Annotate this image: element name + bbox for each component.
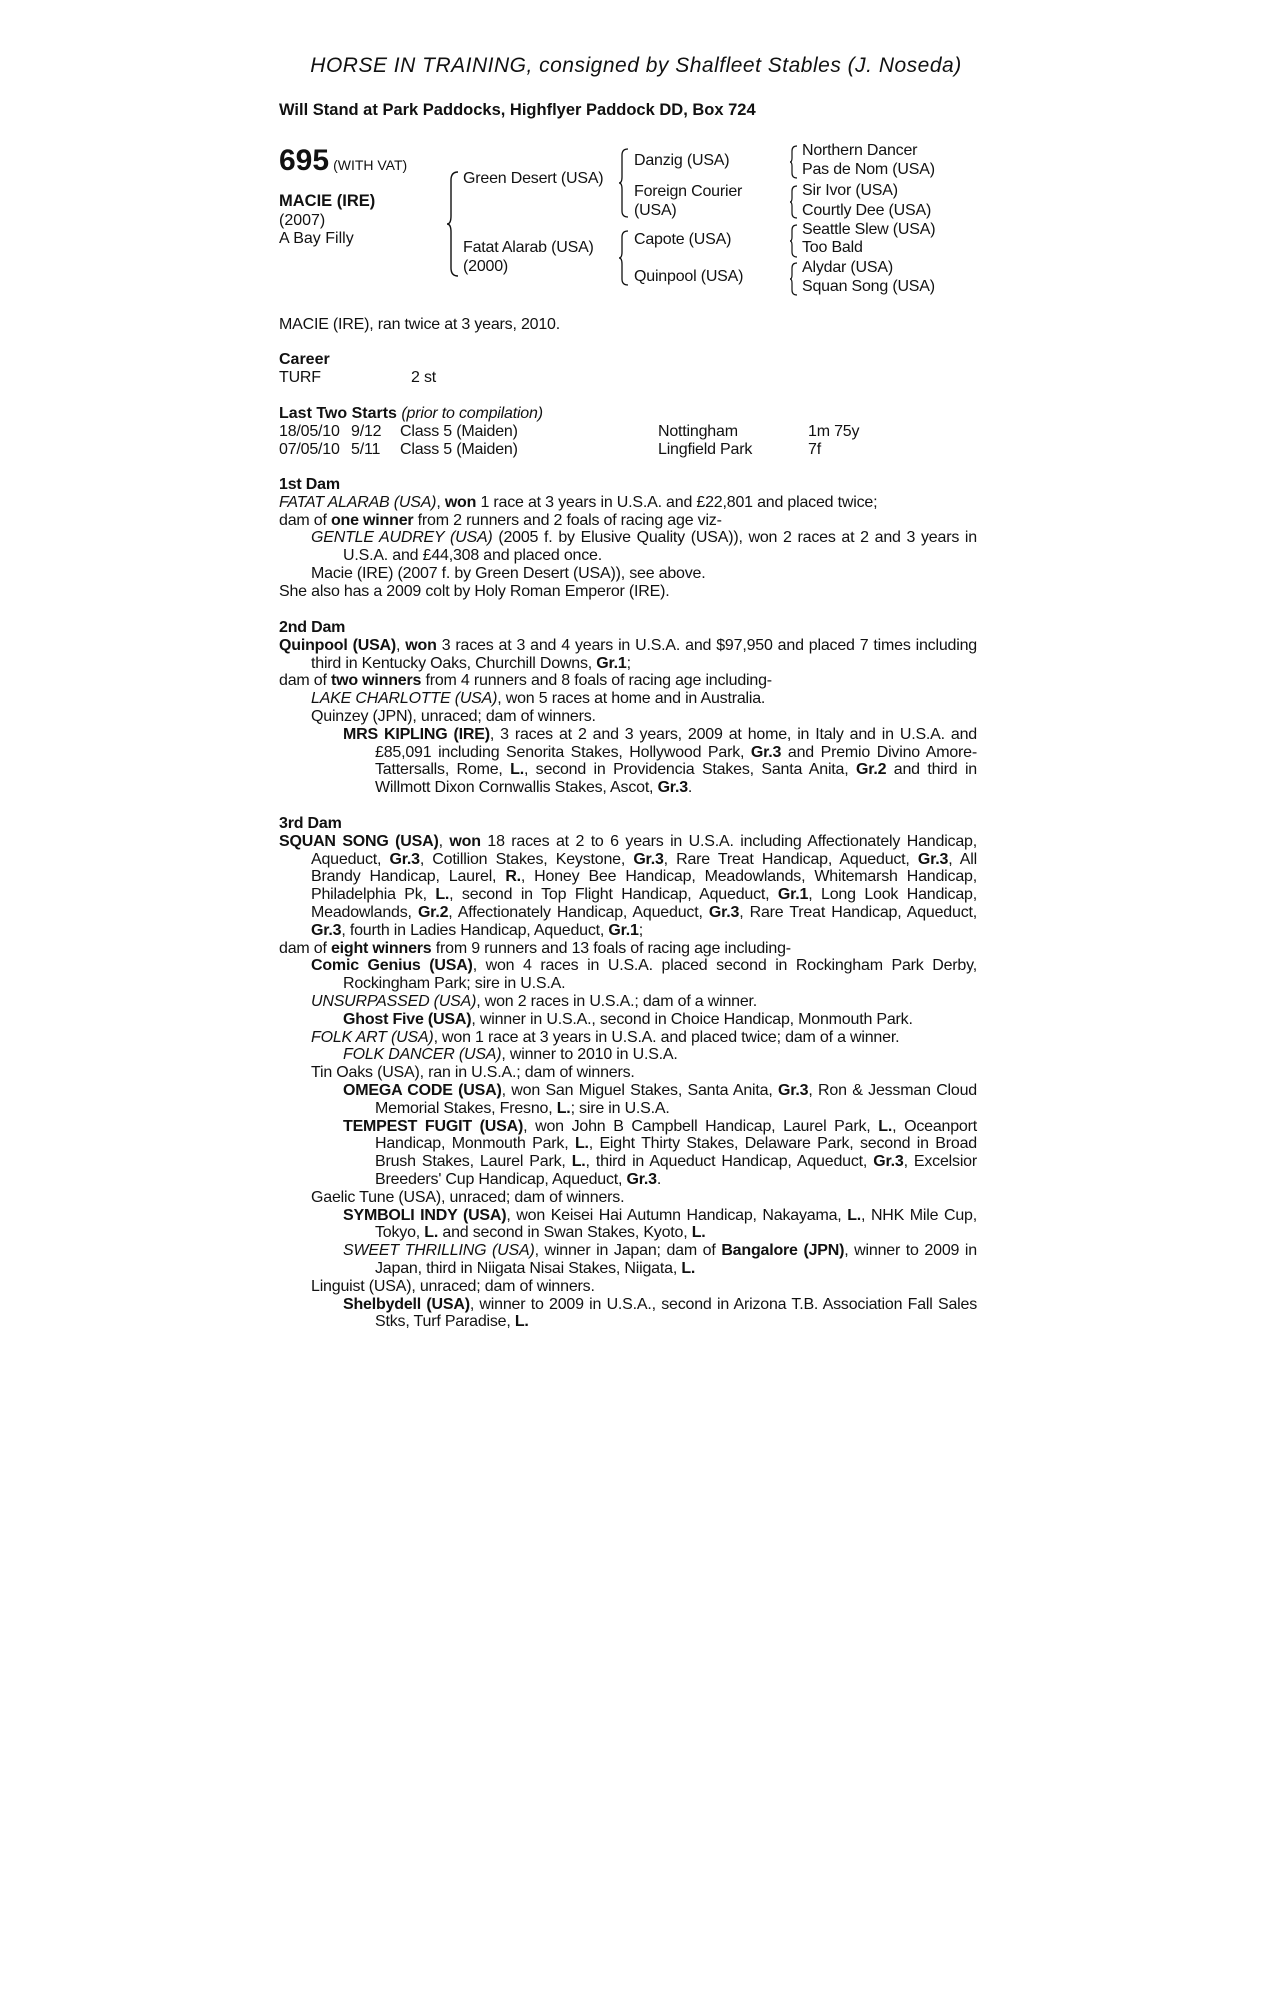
career-surface: TURF [279, 369, 321, 386]
horse-year: (2007) [279, 212, 326, 229]
produce-lake-charlotte: LAKE CHARLOTTE (USA), won 5 races at home and in Australia. [311, 690, 766, 708]
gen3-3: Sir Ivor (USA) [802, 182, 898, 199]
start-2-course: Lingfield Park [658, 441, 753, 458]
gen3-7: Alydar (USA) [802, 259, 893, 276]
dam-year: (2000) [463, 258, 509, 275]
pedigree-brace-g3 [789, 223, 799, 259]
career-record: 2 st [411, 369, 436, 386]
last-starts-title: Last Two Starts [279, 405, 397, 422]
last-starts-heading [279, 405, 543, 423]
first-dam-heading: 1st Dam [279, 476, 340, 493]
produce-ghost-five: Ghost Five (USA), winner in U.S.A., second in Choice Handicap, Monmouth Park. [343, 1010, 913, 1028]
sire-dam-line2: (USA) [634, 202, 677, 219]
lot-header [279, 144, 407, 178]
sire-dam-line1: Foreign Courier [634, 183, 743, 200]
gen3-2: Pas de Nom (USA) [802, 161, 935, 178]
second-dam-section [279, 619, 977, 797]
produce-mrs-kipling: MRS KIPLING (IRE), 3 races at 2 and 3 years, 2009 at home, in Italy and in U.S.A. and £85,091 including Senorita Stakes, Hollywood Park, Gr.3 and Premio Divino Amore-Tattersalls, Rome, L., second in Providencia Stakes, Santa Anita, Gr.2 and third in Willmott Dixon Cornwallis Stakes, Ascot, Gr.3. [343, 725, 977, 797]
third-dam-heading: 3rd Dam [279, 815, 342, 832]
produce-gaelic-tune: Gaelic Tune (USA), unraced; dam of winners. [311, 1188, 625, 1206]
produce-linguist: Linguist (USA), unraced; dam of winners. [311, 1277, 595, 1295]
first-dam-record: FATAT ALARAB (USA), won 1 race at 3 years in U.S.A. and £22,801 and placed twice; [279, 493, 878, 511]
career-heading: Career [279, 351, 330, 368]
race-summary: MACIE (IRE), ran twice at 3 years, 2010. [279, 316, 560, 333]
third-dam-section [279, 815, 977, 1331]
second-dam-produce: dam of two winners from 4 runners and 8 foals of racing age including- [279, 672, 772, 690]
produce-folk-art: FOLK ART (USA), won 1 race at 3 years in U.S.A. and placed twice; dam of a winner. [311, 1028, 900, 1046]
pedigree-brace-main [446, 170, 460, 278]
gen3-1: Northern Dancer [802, 142, 918, 159]
produce-tin-oaks: Tin Oaks (USA), ran in U.S.A.; dam of winners. [311, 1064, 635, 1082]
horse-name: MACIE (IRE) [279, 192, 376, 210]
sire: Green Desert (USA) [463, 170, 604, 187]
start-1-pos: 9/12 [351, 423, 382, 440]
pedigree-brace-g4 [789, 261, 799, 297]
start-1-race: Class 5 (Maiden) [400, 423, 518, 440]
third-dam-produce: dam of eight winners from 9 runners and 13 foals of racing age including- [279, 939, 791, 957]
sire-sire: Danzig (USA) [634, 152, 730, 169]
produce-tempest-fugit: TEMPEST FUGIT (USA), won John B Campbell Handicap, Laurel Park, L., Oceanport Handicap, Monmouth Park, L., Eight Thirty Stakes, Delaware Park, second in Broad Brush Stakes, Laurel Park, L., third in Aqueduct Handicap, Aqueduct, Gr.3, Excelsior Breeders' Cup Handicap, Aqueduct, Gr.3. [343, 1117, 977, 1188]
produce-omega-code: OMEGA CODE (USA), won San Miguel Stakes, Santa Anita, Gr.3, Ron & Jessman Cloud Memorial Stakes, Fresno, L.; sire in U.S.A. [343, 1081, 977, 1117]
dam-sire: Capote (USA) [634, 231, 732, 248]
gen3-4: Courtly Dee (USA) [802, 202, 932, 219]
consignment-title: HORSE IN TRAINING, consigned by Shalfleet Stables (J. Noseda) [310, 54, 962, 77]
gen3-6: Too Bald [802, 239, 863, 256]
second-dam-heading: 2nd Dam [279, 619, 346, 636]
start-2-distance: 7f [808, 441, 821, 458]
gen3-8: Squan Song (USA) [802, 278, 935, 295]
start-2-date: 07/05/10 [279, 441, 340, 458]
first-dam-produce: dam of one winner from 2 runners and 2 foals of racing age viz- [279, 511, 722, 529]
pedigree-brace-g1 [789, 144, 799, 180]
second-dam-record: Quinpool (USA), won 3 races at 3 and 4 years in U.S.A. and $97,950 and placed 7 times including third in Kentucky Oaks, Churchill Downs, Gr.1; [279, 636, 977, 672]
produce-quinzey: Quinzey (JPN), unraced; dam of winners. [311, 707, 596, 725]
start-2-race: Class 5 (Maiden) [400, 441, 518, 458]
vat-note: (WITH VAT) [333, 157, 408, 173]
produce-unsurpassed: UNSURPASSED (USA), won 2 races in U.S.A.; dam of a winner. [311, 992, 758, 1010]
produce-folk-dancer: FOLK DANCER (USA), winner to 2010 in U.S.A. [343, 1046, 678, 1064]
dam: Fatat Alarab (USA) [463, 239, 594, 256]
produce-sweet-thrilling: SWEET THRILLING (USA), winner in Japan; dam of Bangalore (JPN), winner to 2009 in Japan, third in Niigata Nisai Stakes, Niigata, L. [343, 1242, 977, 1277]
produce-macie: Macie (IRE) (2007 f. by Green Desert (USA)), see above. [311, 564, 706, 582]
start-1-distance: 1m 75y [808, 423, 860, 440]
produce-shelbydell: Shelbydell (USA), winner to 2009 in U.S.A., second in Arizona T.B. Association Fall Sales Stks, Turf Paradise, L. [343, 1295, 977, 1331]
lot-number: 695 [279, 144, 330, 177]
start-1-course: Nottingham [658, 423, 738, 440]
gen3-5: Seattle Slew (USA) [802, 221, 936, 238]
produce-comic-genius: Comic Genius (USA), won 4 races in U.S.A. placed second in Rockingham Park Derby, Rockingham Park; sire in U.S.A. [311, 957, 977, 993]
horse-description: A Bay Filly [279, 230, 354, 247]
first-dam-section [279, 476, 977, 601]
dam-dam: Quinpool (USA) [634, 268, 744, 285]
third-dam-record: SQUAN SONG (USA), won 18 races at 2 to 6 years in U.S.A. including Affectionately Handicap, Aqueduct, Gr.3, Cotillion Stakes, Keystone, Gr.3, Rare Treat Handicap, Aqueduct, Gr.3, All Brandy Handicap, Laurel, R., Honey Bee Handicap, Meadowlands, Whitemarsh Handicap, Philadelphia Pk, L., second in Top Flight Handicap, Aqueduct, Gr.1, Long Look Handicap, Meadowlands, Gr.2, Affectionately Handicap, Aqueduct, Gr.3, Rare Treat Handicap, Aqueduct, Gr.3, fourth in Ladies Handicap, Aqueduct, Gr.1; [279, 832, 978, 939]
pedigree-brace-g2 [789, 184, 799, 220]
last-starts-note: (prior to compilation) [401, 405, 543, 422]
start-1-date: 18/05/10 [279, 423, 340, 440]
produce-2009-colt: She also has a 2009 colt by Holy Roman Emperor (IRE). [279, 582, 670, 600]
start-2-pos: 5/11 [351, 441, 381, 458]
pedigree-brace-dam [618, 229, 630, 287]
pedigree-brace-sire [618, 147, 630, 219]
produce-gentle-audrey: GENTLE AUDREY (USA) (2005 f. by Elusive Quality (USA)), won 2 races at 2 and 3 years in U.S.A. and £44,308 and placed once. [311, 529, 977, 565]
produce-symboli-indy: SYMBOLI INDY (USA), won Keisei Hai Autumn Handicap, Nakayama, L., NHK Mile Cup, Tokyo, L. and second in Swan Stakes, Kyoto, L. [343, 1206, 977, 1242]
stand-location: Will Stand at Park Paddocks, Highflyer Paddock DD, Box 724 [279, 101, 756, 119]
